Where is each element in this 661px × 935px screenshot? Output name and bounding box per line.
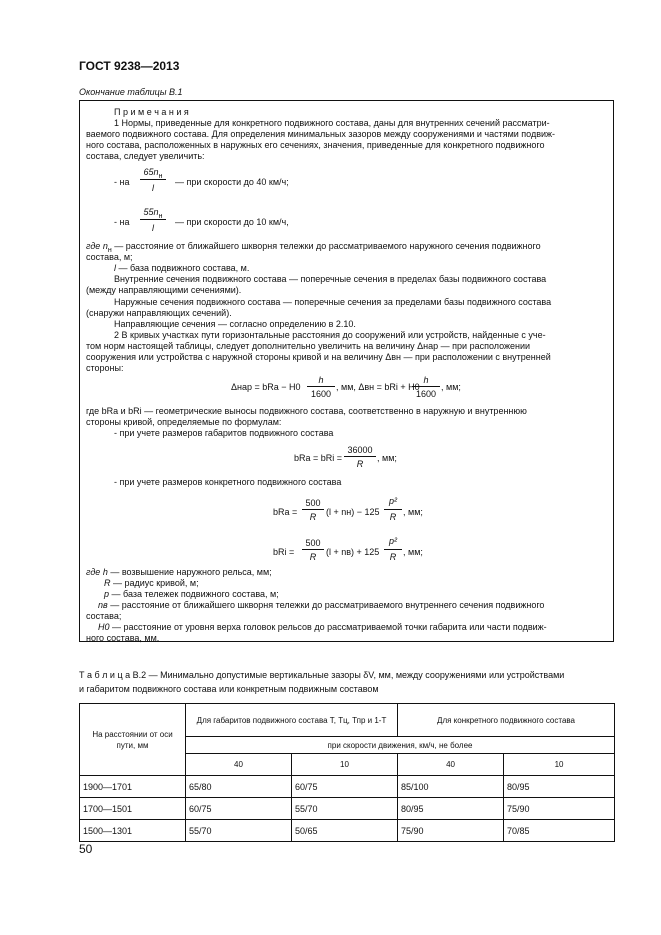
eq1-num1: h [318,375,324,385]
eq3-lhs: bRa = [273,507,298,517]
clearance-table [79,703,615,842]
table-cell: 55/70 [186,820,292,842]
eq1-end: , мм; [441,382,461,392]
table-cell: 60/75 [186,798,292,820]
note2-line: том норм настоящей таблицы, следует дополнительно увеличить на величину Δнар — при расположении [86,341,531,351]
eq3-num2: p² [388,496,397,506]
table-cell: 1900—1701 [80,776,186,798]
table-cell: 1500—1301 [80,820,186,842]
table-cell: 50/65 [292,820,398,842]
eq4-bar2 [384,549,402,550]
note1-line: ного состава, расположенных в наружных его сечениях, значения, приведенные для конкретного подвижного [86,140,545,150]
table-cell: 70/85 [504,820,615,842]
eq1-num2: h [423,375,429,385]
table-row [80,798,615,820]
definition-line: H0 — расстояние от уровня верха головок рельсов до рассматриваемой точки габарита или части подвиж- [98,622,547,632]
speed-value: 40 [186,754,292,776]
eq1-bar1 [307,386,335,387]
definition-line: где h — возвышение наружного рельса, мм; [86,567,272,577]
formula1-numerator: $65n_н$ [143,167,163,180]
table-row [80,820,615,842]
definition-line: Наружные сечения подвижного состава — поперечные сечения за пределами базы подвижного состава [114,297,552,307]
table-cell: 1700—1501 [80,798,186,820]
table-caption-line: и габаритом подвижного состава или конкретным подвижным составом [79,684,379,694]
table-caption-line: Т а б л и ц а В.2 — Минимально допустимые вертикальные зазоры δV, мм, между сооружениями или устройствами [79,670,565,680]
eq2-lhs: bRa = bRi = [294,453,343,463]
col-header-distance: На расстоянии от оси пути, мм [80,704,186,776]
document-header: ГОСТ 9238—2013 [79,59,180,73]
col-group-specific: Для конкретного подвижного состава [398,704,615,737]
definition-line: состава; [86,611,122,621]
eq3-end: , мм; [403,507,423,517]
eq3-den2: R [389,512,397,522]
formula2-fraction-bar [140,219,166,220]
definition-line: стороны кривой, определяемые по формулам: [86,417,282,427]
note2-line: сооружения или устройства с наружной стороны кривой и на величину Δвн — при расположении с внутренней [86,352,551,362]
eq1-den2: 1600 [415,389,437,399]
formula1-fraction-bar [140,179,166,180]
eq3-bar [302,509,324,510]
eq4-den: R [309,552,317,562]
notes-box [79,100,614,642]
definition-line: ного состава, мм. [86,633,160,643]
speed-value: 10 [504,754,615,776]
definition-line: состава, м; [86,252,133,262]
table-cell: 80/95 [398,798,504,820]
eq1-bar2 [412,386,440,387]
eq3-bar2 [384,509,402,510]
eq2-end: , мм; [377,453,397,463]
note2-line: стороны: [86,363,124,373]
formula2-suffix: — при скорости до 10 км/ч, [175,217,289,227]
eq4-bar [302,549,324,550]
formula1-denominator: l [152,183,154,193]
formula2-numerator: $55n_н$ [143,207,163,220]
speed-value: 40 [398,754,504,776]
formula1-prefix: - на [114,177,130,187]
eq3-den: R [309,512,317,522]
eq4-mid: (l + nв) + 125 [326,547,380,557]
eq2-den: R [356,459,364,469]
table-cell: 65/80 [186,776,292,798]
definition-line: где bRa и bRi — геометрические выносы подвижного состава, соответственно в наружную и внутреннюю [86,406,527,416]
eq1-lhs: Δнар = bRa − H0 [231,382,301,392]
eq4-den2: R [389,552,397,562]
eq4-lhs: bRi = [273,547,295,557]
col-group-gauge: Для габаритов подвижного состава Т, Тц, Тпр и 1-Т [186,704,398,737]
table-continuation-caption: Окончание таблицы В.1 [79,87,183,97]
eq2-num: 36000 [347,445,373,455]
definition-line: p — база тележек подвижного состава, м; [104,589,279,599]
definition-line: l — база подвижного состава, м. [114,263,250,273]
definition-line: - при учете размеров конкретного подвижного состава [114,477,342,487]
definition-line: (снаружи направляющих сечений). [86,308,232,318]
definition-line: nв — расстояние от ближайшего шкворня тележки до рассматриваемого внутреннего сечения подвижного [98,600,545,610]
table-cell: 60/75 [292,776,398,798]
table-cell: 85/100 [398,776,504,798]
eq4-num2: p² [388,536,397,546]
note1-line: ваемого подвижного состава. Для определения минимальных зазоров между сооружениями и частями подвиж- [86,129,556,139]
table-row [80,776,615,798]
note1-line: 1 Нормы, приведенные для конкретного подвижного состава, даны для внутренних сечений рассматри- [114,118,550,128]
speed-value: 10 [292,754,398,776]
definition-line: R — радиус кривой, м; [104,578,199,588]
definition-line: Внутренние сечения подвижного состава — поперечные сечения в пределах базы подвижного состава [114,274,547,284]
eq1-den1: 1600 [310,389,332,399]
note1-line: состава, следует увеличить: [86,151,205,161]
table-cell: 80/95 [504,776,615,798]
eq4-num: 500 [305,538,321,548]
definition-line: где $n_н$ — расстояние от ближайшего шкворня тележки до рассматриваемого наружного сечения подвижного [86,241,541,254]
formula1-suffix: — при скорости до 40 км/ч; [175,177,289,187]
notes-heading: П р и м е ч а н и я [114,107,189,117]
note2-line: 2 В кривых участках пути горизонтальные расстояния до сооружений или устройств, найденные с уче- [114,330,546,340]
table-cell: 75/90 [504,798,615,820]
definition-line: (между направляющими сечениями). [86,285,242,295]
eq3-num: 500 [305,498,321,508]
table-cell: 75/90 [398,820,504,842]
eq4-end: , мм; [403,547,423,557]
formula2-prefix: - на [114,217,130,227]
page-number: 50 [79,842,93,856]
definition-line: - при учете размеров габаритов подвижного состава [114,428,334,438]
eq1-mid: , мм, Δвн = bRi + H0 [336,382,420,392]
eq2-bar [344,456,376,457]
speed-header: при скорости движения, км/ч, не более [186,737,615,754]
table-cell: 55/70 [292,798,398,820]
formula2-denominator: l [152,223,154,233]
definition-line: Направляющие сечения — согласно определению в 2.10. [114,319,356,329]
eq3-mid: (l + nн) − 125 [326,507,380,517]
